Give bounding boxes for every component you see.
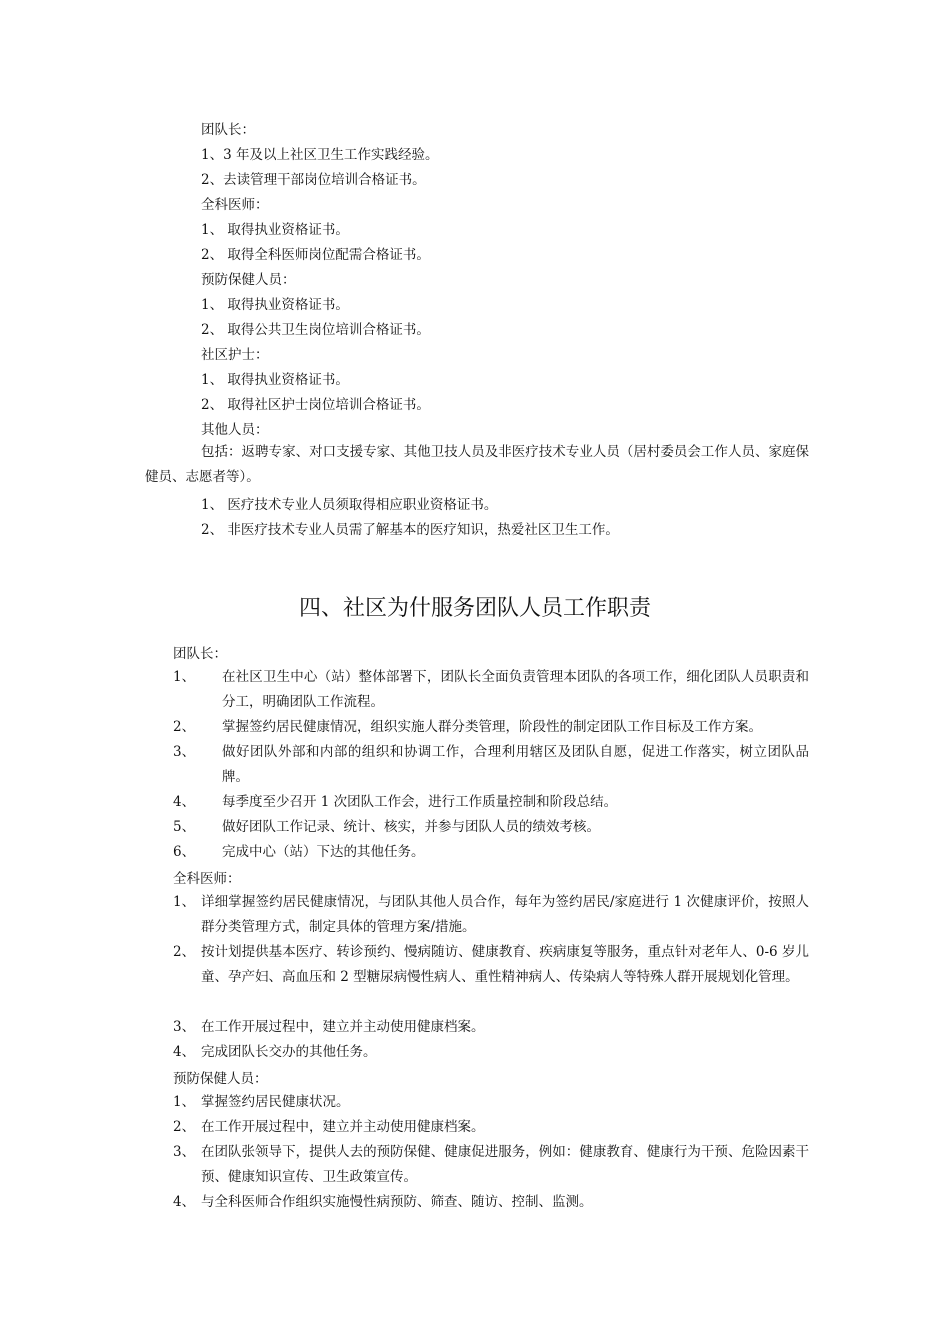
item-text: 与全科医师合作组织实施慢性病预防、筛查、随访、控制、监测。 [201, 1194, 593, 1210]
gp-item-1: 1、 取得执业资格证书。 [201, 222, 349, 238]
item-text: 在工作开展过程中，建立并主动使用健康档案。 [201, 1019, 485, 1035]
item-number: 3、 [173, 1144, 196, 1160]
duty-leader-label: 团队长： [173, 646, 227, 662]
duty-leader-item-1 [173, 665, 809, 715]
duty-prev-item-4 [173, 1190, 809, 1215]
item-number: 5、 [173, 819, 196, 835]
duty-leader-item-2 [173, 715, 809, 740]
section-heading: 四、社区为什服务团队人员工作职责 [298, 596, 651, 621]
duty-leader-item-5 [173, 815, 809, 840]
duty-gp-item-4 [173, 1040, 809, 1065]
other-item-2: 2、 非医疗技术专业人员需了解基本的医疗知识，热爱社区卫生工作。 [201, 522, 619, 538]
item-number: 2、 [173, 944, 196, 960]
item-text: 掌握签约居民健康状况。 [201, 1094, 350, 1110]
item-number: 2、 [173, 1119, 196, 1135]
item-number: 1、 [173, 894, 196, 910]
gp-label: 全科医师： [201, 197, 269, 213]
item-number: 6、 [173, 844, 196, 860]
item-text: 掌握签约居民健康情况，组织实施人群分类管理，阶段性的制定团队工作目标及工作方案。 [222, 719, 762, 735]
other-label: 其他人员： [201, 422, 269, 438]
duty-prev-item-1 [173, 1090, 809, 1115]
item-number: 1、 [173, 669, 196, 685]
item-number: 1、 [173, 1094, 196, 1110]
item-text: 详细掌握签约居民健康情况，与团队其他人员合作，每年为签约居民/家庭进行 1 次健康评价，按照人群分类管理方式，制定具体的管理方案/措施。 [201, 894, 809, 935]
duty-leader-item-4 [173, 790, 809, 815]
duty-gp-item-2 [173, 940, 809, 990]
leader-item-1: 1、3 年及以上社区卫生工作实践经验。 [201, 147, 439, 163]
item-text: 在团队张领导下，提供人去的预防保健、健康促进服务，例如：健康教育、健康行为干预、危险因素干预、健康知识宣传、卫生政策宣传。 [201, 1144, 809, 1185]
item-number: 4、 [173, 1044, 196, 1060]
item-text: 按计划提供基本医疗、转诊预约、慢病随访、健康教育、疾病康复等服务，重点针对老年人、0-6 岁儿童、孕产妇、高血压和 2 型糖尿病慢性病人、重性精神病人、传染病人等特殊人群开展规划化管理。 [201, 944, 809, 985]
duty-leader-item-6 [173, 840, 809, 865]
item-text: 每季度至少召开 1 次团队工作会，进行工作质量控制和阶段总结。 [222, 794, 618, 810]
prev-item-2: 2、 取得公共卫生岗位培训合格证书。 [201, 322, 430, 338]
duty-gp-label: 全科医师： [173, 871, 241, 887]
duty-prev-label: 预防保健人员： [173, 1071, 268, 1087]
duty-prev-item-2 [173, 1115, 809, 1140]
item-number: 3、 [173, 1019, 196, 1035]
gp-item-2: 2、 取得全科医师岗位配需合格证书。 [201, 247, 430, 263]
duty-leader-item-3 [173, 740, 809, 790]
leader-label: 团队长： [201, 122, 255, 138]
prev-label: 预防保健人员： [201, 272, 296, 288]
nurse-item-1: 1、 取得执业资格证书。 [201, 372, 349, 388]
leader-item-2: 2、去读管理干部岗位培训合格证书。 [201, 172, 426, 188]
nurse-label: 社区护士： [201, 347, 269, 363]
item-text: 做好团队工作记录、统计、核实，并参与团队人员的绩效考核。 [222, 819, 600, 835]
item-text: 完成中心（站）下达的其他任务。 [222, 844, 425, 860]
duty-prev-item-3 [173, 1140, 809, 1190]
item-number: 3、 [173, 744, 196, 760]
duty-gp-item-3 [173, 1015, 809, 1040]
item-number: 4、 [173, 794, 196, 810]
other-item-1: 1、 医疗技术专业人员须取得相应职业资格证书。 [201, 497, 498, 513]
item-text: 在社区卫生中心（站）整体部署下，团队长全面负责管理本团队的各项工作，细化团队人员职责和分工，明确团队工作流程。 [222, 669, 809, 710]
nurse-item-2: 2、 取得社区护士岗位培训合格证书。 [201, 397, 430, 413]
item-text: 在工作开展过程中，建立并主动使用健康档案。 [201, 1119, 485, 1135]
duty-gp-item-1 [173, 890, 809, 940]
item-text: 做好团队外部和内部的组织和协调工作，合理利用辖区及团队自愿，促进工作落实，树立团队品牌。 [222, 744, 809, 785]
item-number: 2、 [173, 719, 196, 735]
item-text: 完成团队长交办的其他任务。 [201, 1044, 377, 1060]
item-number: 4、 [173, 1194, 196, 1210]
prev-item-1: 1、 取得执业资格证书。 [201, 297, 349, 313]
other-paragraph: 包括：返聘专家、对口支援专家、其他卫技人员及非医疗技术专业人员（居村委员会工作人员、家庭保健员、志愿者等）。 [145, 444, 809, 485]
